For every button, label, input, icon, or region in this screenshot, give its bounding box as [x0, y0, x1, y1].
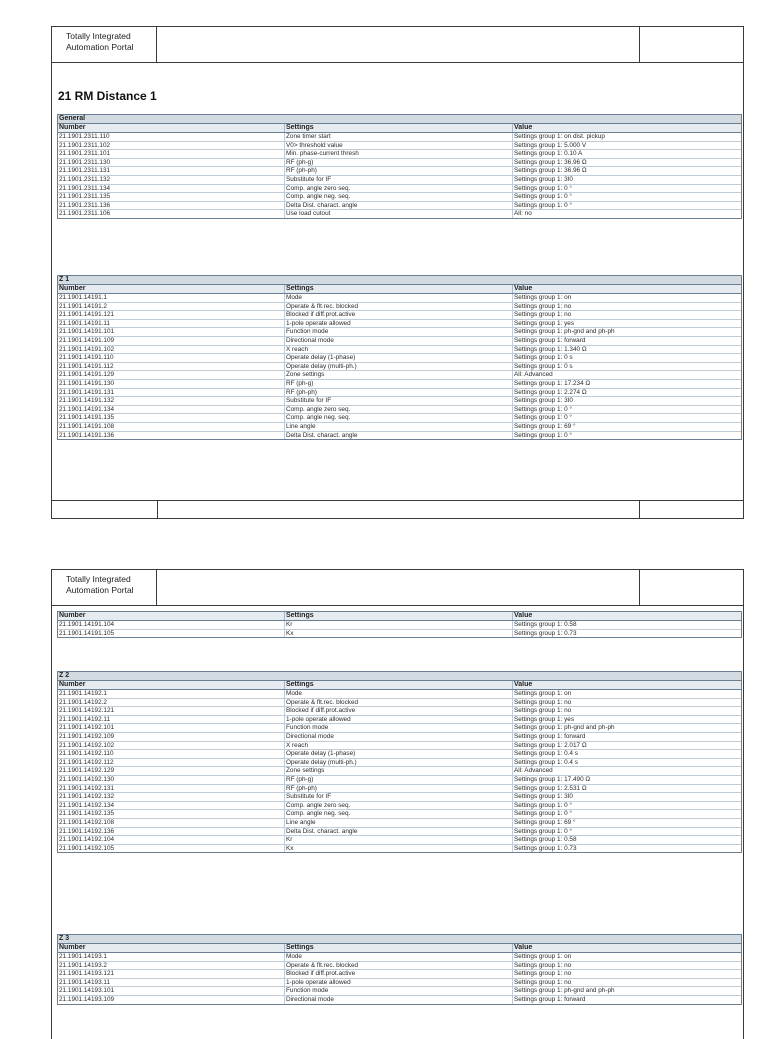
cell-value: Settings group 1: 17.234 Ω: [514, 379, 591, 387]
table-row: [58, 294, 741, 303]
cell-number: 21.1901.14191.110: [58, 354, 285, 362]
cell-value: Settings group 1: no: [514, 698, 572, 706]
table-row: [58, 371, 741, 380]
cell-setting: Substitute for IF: [285, 793, 513, 801]
cell-setting: Blocked if diff.prot.active: [285, 311, 513, 319]
cell-number: 21.1901.14193.109: [58, 996, 285, 1004]
cell-value: Settings group 1: ph-gnd and ph-ph: [514, 328, 615, 336]
cell-setting: Blocked if diff.prot.active: [285, 970, 513, 978]
col-number: Number: [58, 944, 285, 952]
col-settings: Settings: [285, 124, 513, 132]
cell-setting: RF (ph-g): [285, 159, 513, 167]
table-row: [58, 819, 741, 828]
cell-setting: Kx: [285, 630, 513, 638]
cell-setting: Operate delay (multi-ph.): [285, 759, 513, 767]
cell-number: 21.1901.14192.129: [58, 767, 285, 775]
table-row: [58, 167, 741, 176]
col-value: Value: [514, 612, 533, 619]
cell-number: 21.1901.2311.106: [58, 210, 285, 218]
cell-value: Settings group 1: forward: [514, 995, 586, 1003]
table-row: [58, 432, 741, 440]
cell-setting: Operate delay (multi-ph.): [285, 363, 513, 371]
cell-setting: RF (ph-ph): [285, 167, 513, 175]
cell-setting: Operate delay (1-phase): [285, 354, 513, 362]
table-row: [58, 193, 741, 202]
cell-value: Settings group 1: 0.10 A: [514, 150, 583, 158]
cell-number: 21.1901.14192.121: [58, 707, 285, 715]
cell-setting: Substitute for IF: [285, 397, 513, 405]
cell-value: Settings group 1: 3I0: [514, 175, 573, 183]
column-header: [58, 285, 741, 294]
cell-value: Settings group 1: 0 °: [514, 193, 572, 201]
cell-number: 21.1901.14191.109: [58, 337, 285, 345]
cell-number: 21.1901.14191.101: [58, 328, 285, 336]
table-row: [58, 406, 741, 415]
cell-number: 21.1901.2311.132: [58, 176, 285, 184]
table-row: [58, 699, 741, 708]
col-settings: Settings: [285, 944, 513, 952]
column-header: [58, 124, 741, 133]
table-row: [58, 759, 741, 768]
table-row: [58, 845, 741, 853]
table-row: [58, 423, 741, 432]
cell-value: Settings group 1: 0.4 s: [514, 758, 578, 766]
cell-value: Settings group 1: 2.017 Ω: [514, 741, 587, 749]
cell-number: 21.1901.14191.132: [58, 397, 285, 405]
table-row: [58, 202, 741, 211]
section-title: Z 2: [58, 672, 741, 681]
section-z1: [57, 275, 742, 440]
table-row: [58, 987, 741, 996]
cell-number: 21.1901.14193.121: [58, 970, 285, 978]
cell-value: Settings group 1: 0.4 s: [514, 750, 578, 758]
cell-setting: Substitute for IF: [285, 176, 513, 184]
cell-value: Settings group 1: 1.340 Ω: [514, 345, 587, 353]
table-row: [58, 793, 741, 802]
cell-number: 21.1901.14192.105: [58, 845, 285, 853]
cell-value: Settings group 1: 5.000 V: [514, 141, 587, 149]
cell-setting: Delta Dist. charact. angle: [285, 202, 513, 210]
cell-value: Settings group 1: 0 °: [514, 184, 572, 192]
portal-line-1: Totally Integrated: [66, 574, 131, 584]
col-number: Number: [58, 285, 285, 293]
col-settings: Settings: [285, 285, 513, 293]
cell-value: Settings group 1: 0.73: [514, 844, 577, 852]
cell-value: Settings group 1: no: [514, 970, 572, 978]
table-row: [58, 389, 741, 398]
col-value: Value: [514, 124, 533, 131]
table-row: [58, 150, 741, 159]
cell-value: Settings group 1: no: [514, 978, 572, 986]
cell-number: 21.1901.14192.102: [58, 742, 285, 750]
cell-value: Settings group 1: forward: [514, 732, 586, 740]
table-row: [58, 802, 741, 811]
cell-setting: Function mode: [285, 724, 513, 732]
cell-value: Settings group 1: no: [514, 707, 572, 715]
cell-number: 21.1901.14191.102: [58, 346, 285, 354]
cell-number: 21.1901.2311.136: [58, 202, 285, 210]
cell-number: 21.1901.14192.134: [58, 802, 285, 810]
cell-number: 21.1901.14192.135: [58, 810, 285, 818]
section-z3: [57, 934, 742, 1005]
cell-setting: Delta Dist. charact. angle: [285, 828, 513, 836]
cell-number: 21.1901.14192.101: [58, 724, 285, 732]
cell-setting: X reach: [285, 742, 513, 750]
cell-number: 21.1901.2311.102: [58, 142, 285, 150]
cell-number: 21.1901.14193.11: [58, 979, 285, 987]
cell-setting: Delta Dist. charact. angle: [285, 432, 513, 440]
cell-value: Settings group 1: on: [514, 294, 572, 301]
cell-setting: RF (ph-ph): [285, 785, 513, 793]
cell-value: Settings group 1: no: [514, 311, 572, 319]
cell-value: Settings group 1: 2.274 Ω: [514, 388, 587, 396]
portal-line-2: Automation Portal: [66, 585, 134, 595]
cell-value: Settings group 1: 69 °: [514, 818, 576, 826]
cell-value: Settings group 1: ph-gnd and ph-ph: [514, 987, 615, 995]
cell-number: 21.1901.2311.130: [58, 159, 285, 167]
cell-number: 21.1901.14191.11: [58, 320, 285, 328]
cell-setting: V0> threshold value: [285, 142, 513, 150]
cell-setting: 1-pole operate allowed: [285, 979, 513, 987]
cell-number: 21.1901.14192.130: [58, 776, 285, 784]
cell-value: Settings group 1: 2.531 Ω: [514, 784, 587, 792]
table-row: [58, 750, 741, 759]
cell-value: Settings group 1: yes: [514, 319, 575, 327]
cell-number: 21.1901.14192.110: [58, 750, 285, 758]
section-z1-continued: [57, 611, 742, 638]
section-title: Z 1: [58, 276, 741, 285]
cell-setting: Kx: [285, 845, 513, 853]
cell-number: 21.1901.14192.2: [58, 699, 285, 707]
cell-setting: Min. phase-current thresh: [285, 150, 513, 158]
portal-label: [52, 27, 157, 62]
cell-setting: Comp. angle neg. seq.: [285, 810, 513, 818]
cell-value: Settings group 1: on: [514, 690, 572, 697]
column-header: [58, 612, 741, 621]
cell-setting: Directional mode: [285, 733, 513, 741]
section-title: Z 3: [58, 935, 741, 944]
cell-value: Settings group 1: 36.96 Ω: [514, 158, 587, 166]
col-value: Value: [514, 944, 533, 951]
cell-setting: Comp. angle zero seq.: [285, 185, 513, 193]
table-row: [58, 328, 741, 337]
cell-setting: Operate & flt.rec. blocked: [285, 699, 513, 707]
cell-value: Settings group 1: 0 °: [514, 201, 572, 209]
cell-number: 21.1901.14192.11: [58, 716, 285, 724]
cell-setting: 1-pole operate allowed: [285, 320, 513, 328]
table-row: [58, 354, 741, 363]
col-value: Value: [514, 285, 533, 292]
cell-value: Settings group 1: 0 °: [514, 431, 572, 439]
cell-number: 21.1901.14193.1: [58, 953, 285, 961]
cell-value: Settings group 1: 0 °: [514, 414, 572, 422]
cell-value: Settings group 1: 0 °: [514, 405, 572, 413]
cell-setting: Function mode: [285, 987, 513, 995]
cell-setting: Directional mode: [285, 337, 513, 345]
cell-number: 21.1901.14192.132: [58, 793, 285, 801]
table-row: [58, 785, 741, 794]
cell-number: 21.1901.2311.110: [58, 133, 285, 141]
cell-value: All: no: [514, 210, 532, 218]
cell-setting: Function mode: [285, 328, 513, 336]
cell-setting: 1-pole operate allowed: [285, 716, 513, 724]
col-number: Number: [58, 612, 285, 620]
header-divider: [639, 570, 640, 605]
cell-number: 21.1901.14191.105: [58, 630, 285, 638]
cell-setting: Comp. angle zero seq.: [285, 406, 513, 414]
table-row: [58, 836, 741, 845]
table-row: [58, 962, 741, 971]
table-row: [58, 176, 741, 185]
cell-setting: Line angle: [285, 819, 513, 827]
table-row: [58, 380, 741, 389]
cell-value: Settings group 1: 69 °: [514, 422, 576, 430]
table-row: [58, 142, 741, 151]
document-page-1: [51, 26, 744, 519]
cell-number: 21.1901.14191.136: [58, 432, 285, 440]
cell-value: Settings group 1: 3I0: [514, 793, 573, 801]
cell-value: Settings group 1: yes: [514, 715, 575, 723]
cell-number: 21.1901.14192.108: [58, 819, 285, 827]
cell-number: 21.1901.14191.134: [58, 406, 285, 414]
table-row: [58, 210, 741, 218]
page-header: [52, 27, 743, 63]
cell-setting: Zone settings: [285, 767, 513, 775]
table-row: [58, 397, 741, 406]
cell-number: 21.1901.14192.104: [58, 836, 285, 844]
cell-number: 21.1901.14191.129: [58, 371, 285, 379]
cell-number: 21.1901.14191.2: [58, 303, 285, 311]
cell-value: Settings group 1: 0 s: [514, 362, 573, 370]
cell-setting: Operate delay (1-phase): [285, 750, 513, 758]
cell-value: Settings group 1: 0.73: [514, 629, 577, 637]
col-settings: Settings: [285, 612, 513, 620]
cell-setting: Operate & flt.rec. blocked: [285, 962, 513, 970]
cell-number: 21.1901.14191.104: [58, 621, 285, 629]
section-z2: [57, 671, 742, 853]
cell-setting: X reach: [285, 346, 513, 354]
table-row: [58, 810, 741, 819]
table-row: [58, 185, 741, 194]
table-row: [58, 320, 741, 329]
cell-value: Settings group 1: on dist. pickup: [514, 133, 605, 140]
cell-setting: RF (ph-g): [285, 776, 513, 784]
cell-setting: Line angle: [285, 423, 513, 431]
cell-value: Settings group 1: ph-gnd and ph-ph: [514, 724, 615, 732]
cell-number: 21.1901.14191.121: [58, 311, 285, 319]
cell-value: All: Advanced: [514, 767, 553, 775]
cell-setting: RF (ph-ph): [285, 389, 513, 397]
page-title: 21 RM Distance 1: [58, 89, 157, 103]
cell-number: 21.1901.14191.130: [58, 380, 285, 388]
table-row: [58, 953, 741, 962]
cell-number: 21.1901.14192.1: [58, 690, 285, 698]
cell-setting: Comp. angle zero seq.: [285, 802, 513, 810]
header-divider: [639, 27, 640, 62]
cell-setting: Comp. angle neg. seq.: [285, 193, 513, 201]
cell-setting: Blocked if diff.prot.active: [285, 707, 513, 715]
table-row: [58, 303, 741, 312]
col-number: Number: [58, 124, 285, 132]
cell-value: Settings group 1: no: [514, 302, 572, 310]
table-row: [58, 707, 741, 716]
footer-divider: [639, 501, 640, 518]
cell-setting: Mode: [285, 294, 513, 302]
table-row: [58, 346, 741, 355]
cell-value: Settings group 1: 0.58: [514, 621, 577, 628]
col-value: Value: [514, 681, 533, 688]
cell-number: 21.1901.2311.101: [58, 150, 285, 158]
cell-setting: Use load cutout: [285, 210, 513, 218]
table-row: [58, 979, 741, 988]
table-row: [58, 311, 741, 320]
cell-setting: Operate & flt.rec. blocked: [285, 303, 513, 311]
cell-number: 21.1901.14193.2: [58, 962, 285, 970]
cell-setting: Mode: [285, 953, 513, 961]
page-header: [52, 570, 743, 606]
cell-value: Settings group 1: 0 °: [514, 801, 572, 809]
col-number: Number: [58, 681, 285, 689]
cell-value: Settings group 1: 0 °: [514, 810, 572, 818]
section-general: [57, 114, 742, 219]
cell-value: Settings group 1: 3I0: [514, 397, 573, 405]
col-settings: Settings: [285, 681, 513, 689]
table-row: [58, 996, 741, 1004]
cell-number: 21.1901.2311.131: [58, 167, 285, 175]
cell-number: 21.1901.14192.112: [58, 759, 285, 767]
cell-value: Settings group 1: 0 °: [514, 827, 572, 835]
table-row: [58, 742, 741, 751]
table-row: [58, 630, 741, 638]
table-row: [58, 970, 741, 979]
footer-divider: [157, 501, 158, 518]
cell-number: 21.1901.14193.101: [58, 987, 285, 995]
table-row: [58, 621, 741, 630]
page-footer: [52, 500, 743, 518]
cell-number: 21.1901.14192.131: [58, 785, 285, 793]
cell-setting: Comp. angle neg. seq.: [285, 414, 513, 422]
portal-label: [52, 570, 157, 605]
cell-value: Settings group 1: 0.58: [514, 836, 577, 844]
cell-setting: Zone timer start: [285, 133, 513, 141]
cell-setting: Mode: [285, 690, 513, 698]
table-row: [58, 159, 741, 168]
cell-number: 21.1901.14192.136: [58, 828, 285, 836]
document-page-2: [51, 569, 744, 1039]
cell-number: 21.1901.2311.135: [58, 193, 285, 201]
cell-value: Settings group 1: forward: [514, 336, 586, 344]
cell-value: Settings group 1: no: [514, 961, 572, 969]
cell-number: 21.1901.14191.1: [58, 294, 285, 302]
cell-number: 21.1901.2311.134: [58, 185, 285, 193]
cell-number: 21.1901.14191.135: [58, 414, 285, 422]
cell-setting: Directional mode: [285, 996, 513, 1004]
table-row: [58, 133, 741, 142]
table-row: [58, 767, 741, 776]
cell-value: Settings group 1: 0 s: [514, 354, 573, 362]
portal-line-1: Totally Integrated: [66, 31, 131, 41]
cell-value: Settings group 1: 36.96 Ω: [514, 167, 587, 175]
column-header: [58, 681, 741, 690]
cell-number: 21.1901.14191.112: [58, 363, 285, 371]
table-row: [58, 337, 741, 346]
cell-setting: Zone settings: [285, 371, 513, 379]
cell-value: All: Advanced: [514, 371, 553, 379]
table-row: [58, 414, 741, 423]
table-row: [58, 690, 741, 699]
section-title: General: [58, 115, 741, 124]
cell-number: 21.1901.14191.131: [58, 389, 285, 397]
cell-value: Settings group 1: 17.490 Ω: [514, 775, 591, 783]
column-header: [58, 944, 741, 953]
table-row: [58, 828, 741, 837]
table-row: [58, 724, 741, 733]
table-row: [58, 776, 741, 785]
cell-value: Settings group 1: on: [514, 953, 572, 960]
table-row: [58, 733, 741, 742]
table-row: [58, 363, 741, 372]
cell-setting: RF (ph-g): [285, 380, 513, 388]
cell-number: 21.1901.14191.108: [58, 423, 285, 431]
cell-setting: Kr: [285, 836, 513, 844]
table-row: [58, 716, 741, 725]
cell-number: 21.1901.14192.109: [58, 733, 285, 741]
cell-setting: Kr: [285, 621, 513, 629]
portal-line-2: Automation Portal: [66, 42, 134, 52]
